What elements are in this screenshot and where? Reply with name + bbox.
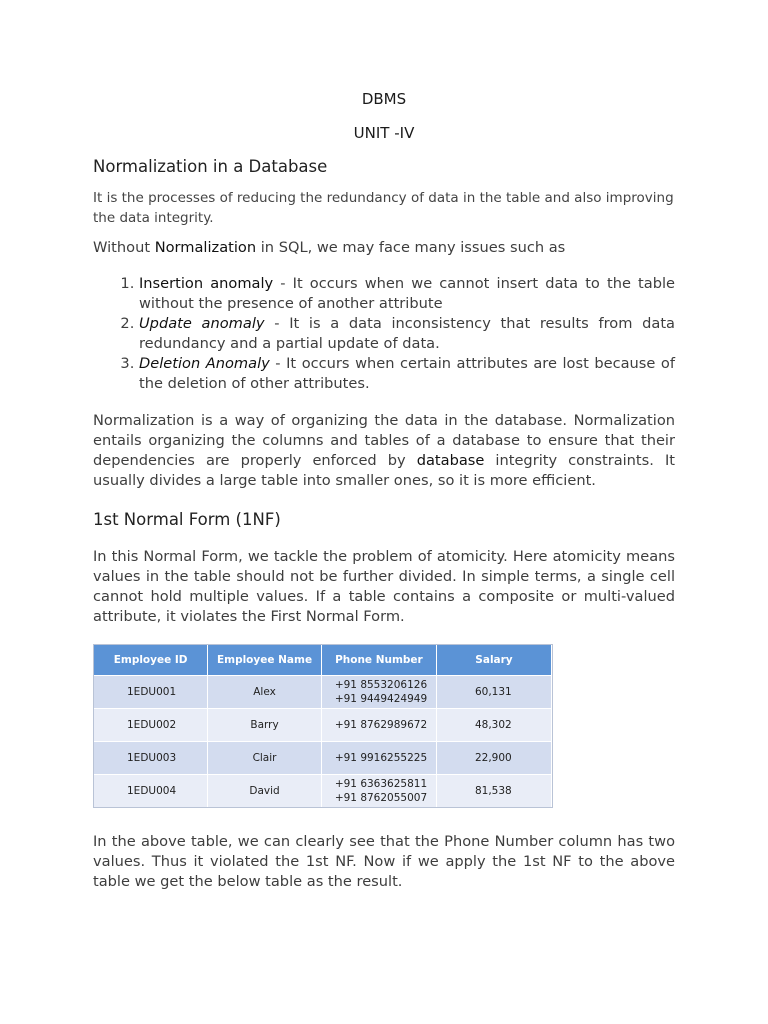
list-item xyxy=(139,354,675,394)
anomaly-desc: - It is a data inconsistency that results from data redundancy and a partial update of data. xyxy=(139,315,675,352)
normalization-term: Normalization xyxy=(154,239,257,256)
cell-phone-number xyxy=(321,775,436,808)
cell-phone-number xyxy=(321,742,436,775)
anomaly-desc: - It occurs when certain attributes are lost because of the deletion of other attributes. xyxy=(139,355,675,392)
anomaly-name: Insertion anomaly xyxy=(139,275,274,292)
phone-line: +91 6363625811 xyxy=(334,778,428,790)
database-term: database xyxy=(416,452,485,469)
employee-table xyxy=(93,644,553,808)
cell-salary: 60,131 xyxy=(436,676,551,709)
cell-employee-id: 1EDU004 xyxy=(94,775,208,808)
anomaly-name: Update anomaly xyxy=(139,315,265,332)
anomaly-name: Deletion Anomaly xyxy=(139,355,270,372)
after-table-paragraph: In the above table, we can clearly see that the Phone Number column has two values. Thus it violated the 1st NF. Now if we apply the 1st NF to the above table we get the below table as the result. xyxy=(93,833,675,890)
cell-employee-name: Clair xyxy=(208,742,322,775)
column-header-phone-number: Phone Number xyxy=(321,645,436,676)
cell-phone-number xyxy=(321,709,436,742)
cell-employee-name: David xyxy=(208,775,322,808)
anomaly-list xyxy=(93,274,675,394)
cell-salary: 48,302 xyxy=(436,709,551,742)
cell-employee-name: Alex xyxy=(208,676,322,709)
section-heading-1nf: 1st Normal Form (1NF) xyxy=(93,510,281,529)
cell-salary: 81,538 xyxy=(436,775,551,808)
table-row xyxy=(94,775,552,808)
1nf-paragraph: In this Normal Form, we tackle the problem of atomicity. Here atomicity means values in the table should not be further divided. In simple terms, a single cell cannot hold multiple values. If a table contains a composite or multi-valued attribute, it violates the First Normal Form. xyxy=(93,548,675,625)
column-header-salary: Salary xyxy=(436,645,551,676)
anomaly-desc: - It occurs when we cannot insert data to the table without the presence of another attribute xyxy=(139,275,675,312)
phone-line: +91 9916255225 xyxy=(334,752,428,764)
cell-salary: 22,900 xyxy=(436,742,551,775)
cell-employee-id: 1EDU003 xyxy=(94,742,208,775)
norm-pre: Normalization is a way of organizing the data in the database. Normalization entails organizing the columns and tables of a database to ensure that their dependencies are properly enforced by xyxy=(93,412,675,469)
phone-line: +91 8762055007 xyxy=(334,792,428,804)
table-header-row xyxy=(94,645,552,676)
without-normalization-line xyxy=(93,238,675,258)
section-heading-normalization: Normalization in a Database xyxy=(93,157,328,176)
without-pre: Without xyxy=(93,239,155,256)
cell-employee-id: 1EDU002 xyxy=(94,709,208,742)
list-item xyxy=(139,274,675,314)
cell-employee-name: Barry xyxy=(208,709,322,742)
cell-employee-id: 1EDU001 xyxy=(94,676,208,709)
column-header-employee-id: Employee ID xyxy=(94,645,208,676)
phone-line: +91 8762989672 xyxy=(334,719,428,731)
intro-paragraph: It is the processes of reducing the redundancy of data in the table and also improving the data integrity. xyxy=(93,190,674,226)
phone-line: +91 9449424949 xyxy=(334,693,428,705)
table-row xyxy=(94,742,552,775)
document-title: DBMS xyxy=(361,90,407,108)
unit-title: UNIT -IV xyxy=(353,124,415,142)
column-header-employee-name: Employee Name xyxy=(208,645,322,676)
norm-post: integrity constraints. It usually divides a large table into smaller ones, so it is more efficient. xyxy=(93,452,675,489)
list-item xyxy=(139,314,675,354)
phone-line: +91 8553206126 xyxy=(334,679,428,691)
cell-phone-number xyxy=(321,676,436,709)
table-row xyxy=(94,676,552,709)
without-post: in SQL, we may face many issues such as xyxy=(256,239,566,256)
table-row xyxy=(94,709,552,742)
normalization-paragraph xyxy=(93,411,675,491)
